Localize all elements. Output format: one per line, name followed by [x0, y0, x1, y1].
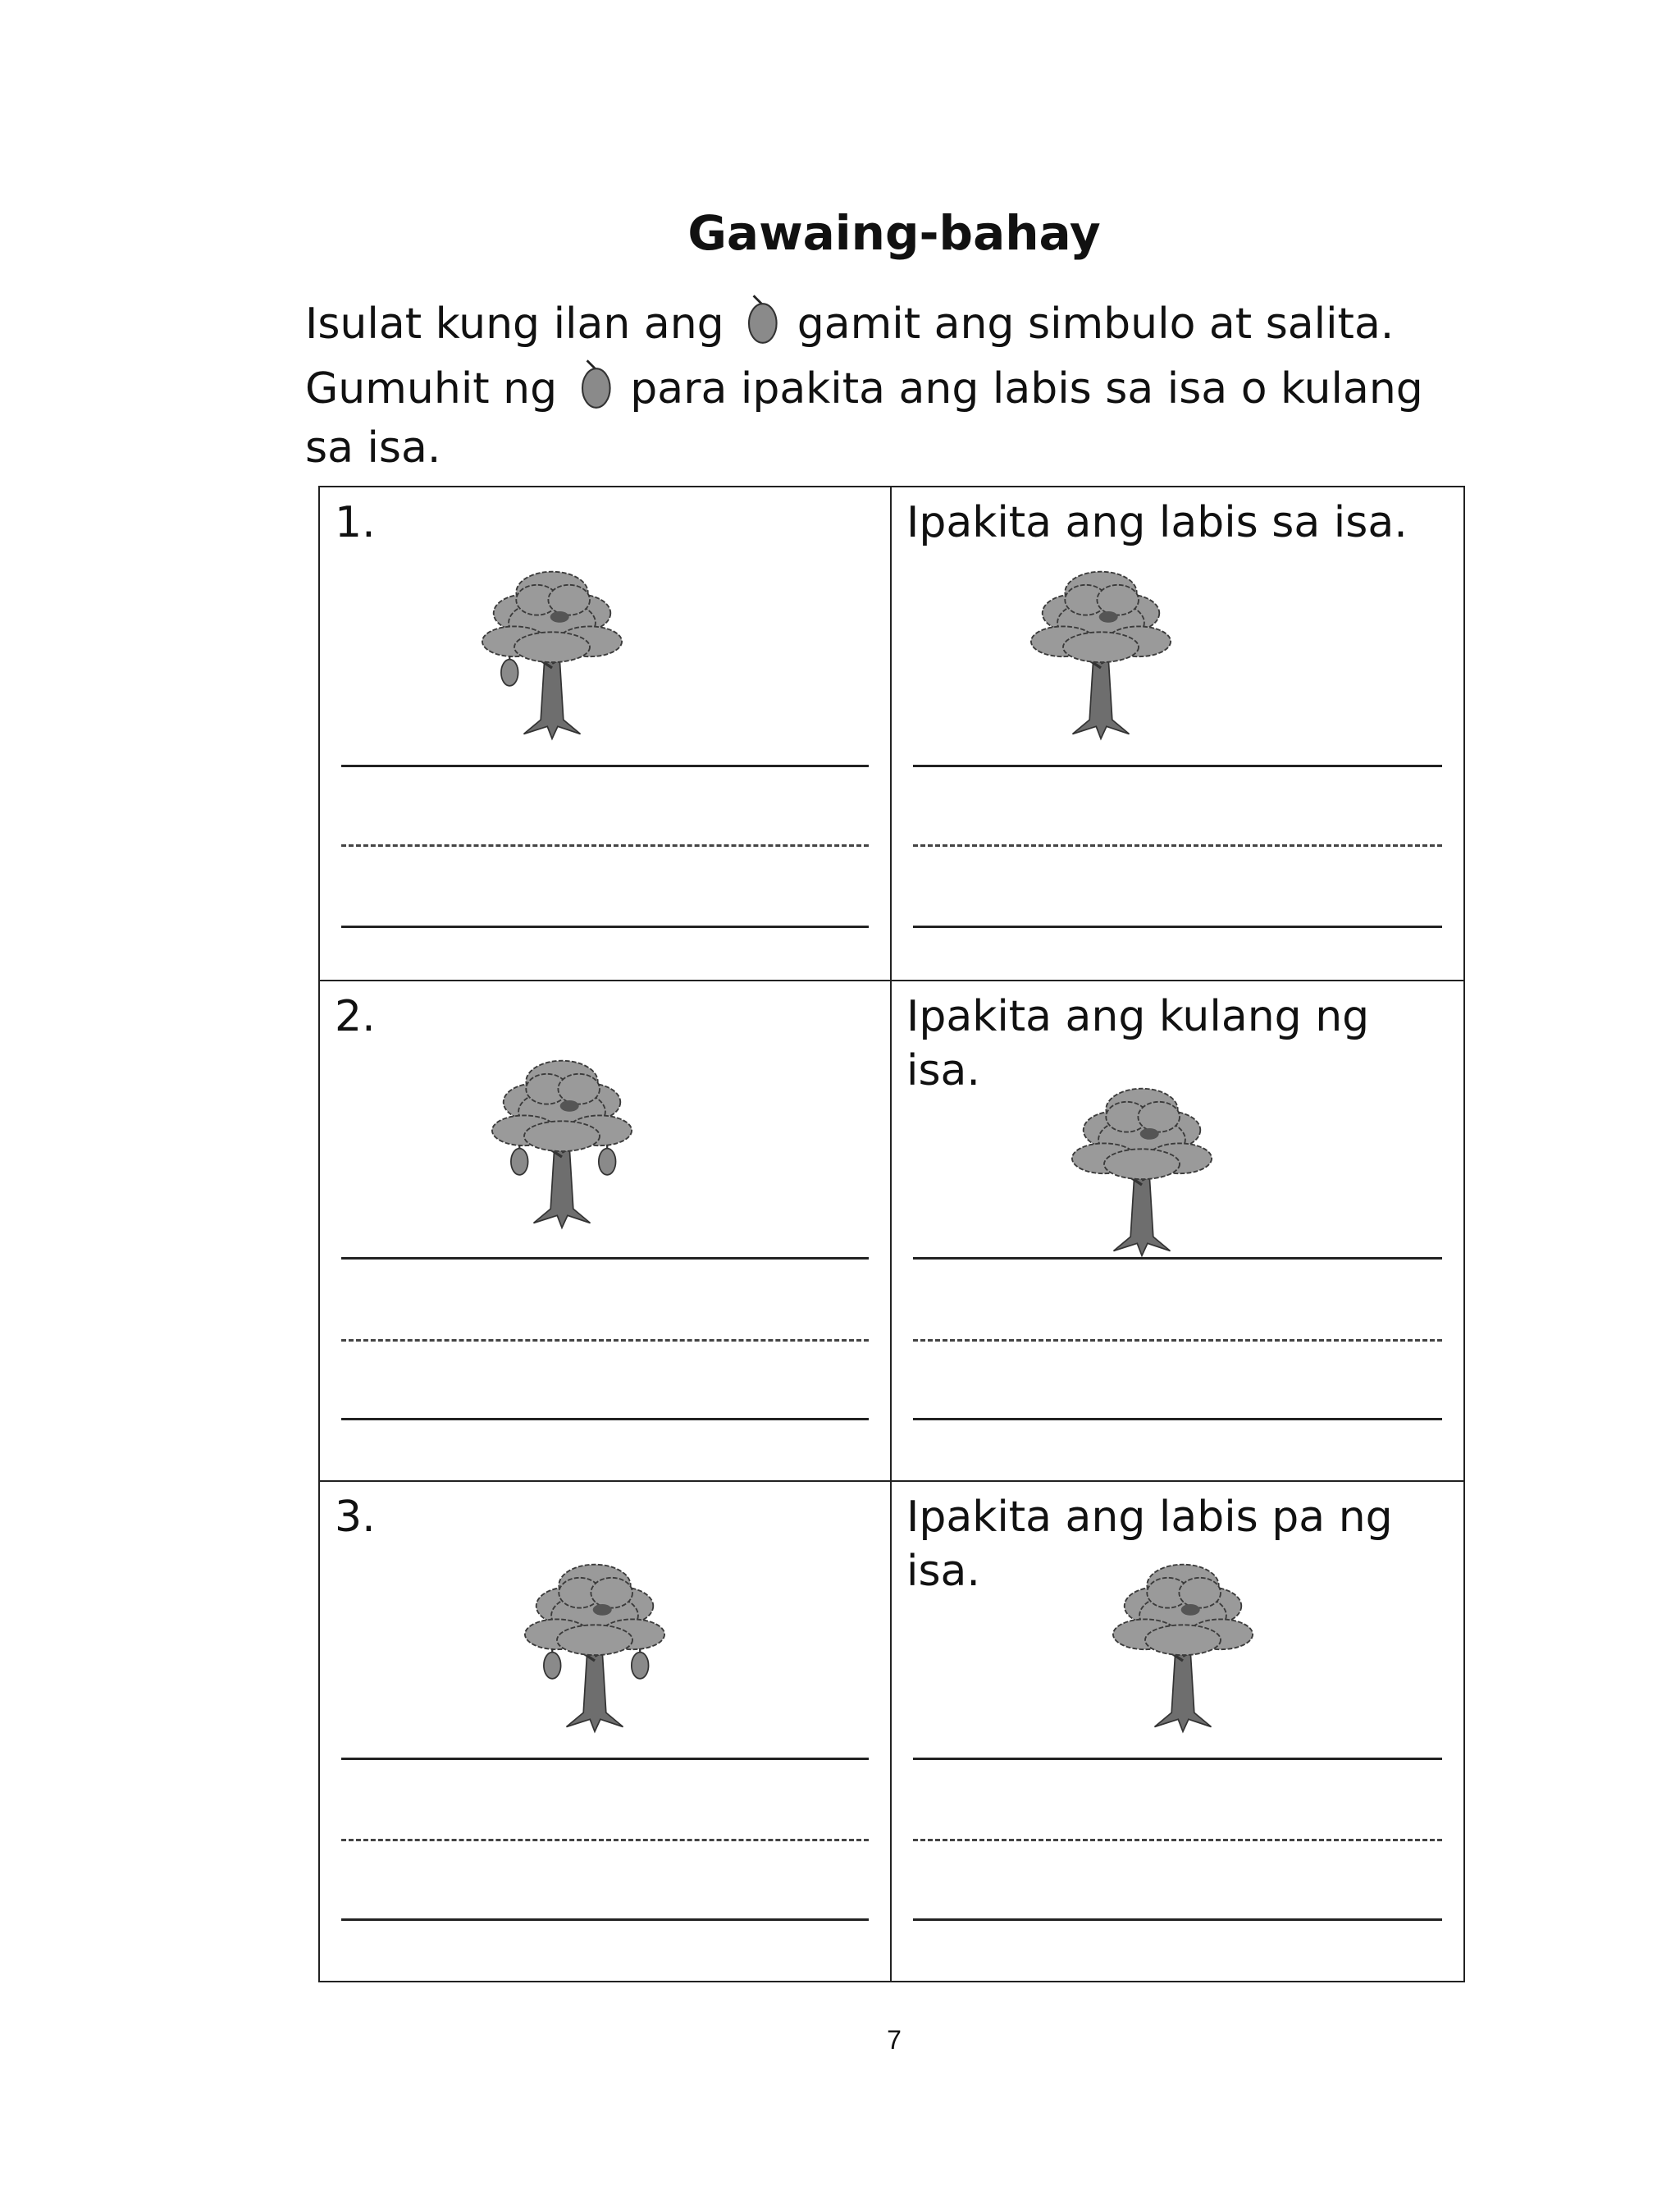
answer-midline[interactable]	[913, 1339, 1442, 1342]
exercise-cell-1-count	[320, 487, 892, 981]
instruction-line-1	[305, 289, 1486, 354]
answer-line[interactable]	[913, 1758, 1442, 1760]
answer-midline[interactable]	[913, 844, 1442, 847]
exercise-cell-1-draw	[892, 487, 1463, 981]
mango-tree-icon	[468, 1044, 656, 1232]
answer-line[interactable]	[341, 926, 869, 928]
exercise-cell-3-draw	[892, 1482, 1463, 1981]
cell-prompt: Ipakita ang labis pa ng isa.	[906, 1493, 1393, 1596]
mango-icon	[737, 289, 783, 346]
instruction-text: Isulat kung ilan ang	[305, 299, 724, 349]
instructions	[305, 289, 1486, 478]
exercise-cell-2-count	[320, 981, 892, 1482]
answer-midline[interactable]	[341, 1839, 869, 1841]
answer-line[interactable]	[913, 1418, 1442, 1420]
mango-tree-icon	[1048, 1072, 1236, 1260]
page-number: 7	[887, 2025, 902, 2055]
answer-line[interactable]	[913, 1918, 1442, 1921]
answer-line[interactable]	[341, 765, 869, 767]
answer-line[interactable]	[341, 1418, 869, 1420]
worksheet-table	[318, 486, 1465, 1982]
exercise-cell-3-count	[320, 1482, 892, 1981]
answer-line[interactable]	[341, 1758, 869, 1760]
answer-line[interactable]	[341, 1918, 869, 1921]
mango-tree-icon	[1089, 1548, 1277, 1736]
cell-prompt: Ipakita ang kulang ng isa.	[906, 992, 1370, 1095]
mango-tree-icon	[500, 1548, 689, 1736]
answer-midline[interactable]	[341, 1339, 869, 1342]
instruction-text: gamit ang simbulo at salita.	[797, 299, 1395, 349]
mango-icon	[571, 354, 617, 411]
answer-line[interactable]	[913, 1257, 1442, 1260]
instruction-text: Gumuhit ng	[305, 364, 558, 414]
item-number: 2.	[335, 992, 376, 1041]
mango-tree-icon	[458, 555, 646, 743]
instruction-text: para ipakita ang labis sa isa o kulang	[630, 364, 1423, 414]
exercise-cell-2-draw	[892, 981, 1463, 1482]
answer-midline[interactable]	[913, 1839, 1442, 1841]
page-title: Gawaing-bahay	[687, 205, 1101, 261]
item-number: 3.	[335, 1493, 376, 1542]
item-number: 1.	[335, 498, 376, 547]
mango-tree-icon	[1007, 555, 1195, 743]
instruction-line-2	[305, 354, 1486, 418]
answer-line[interactable]	[913, 765, 1442, 767]
cell-prompt: Ipakita ang labis sa isa.	[906, 498, 1408, 547]
instruction-line-3: sa isa.	[305, 423, 441, 473]
answer-line[interactable]	[913, 926, 1442, 928]
answer-line[interactable]	[341, 1257, 869, 1260]
answer-midline[interactable]	[341, 844, 869, 847]
